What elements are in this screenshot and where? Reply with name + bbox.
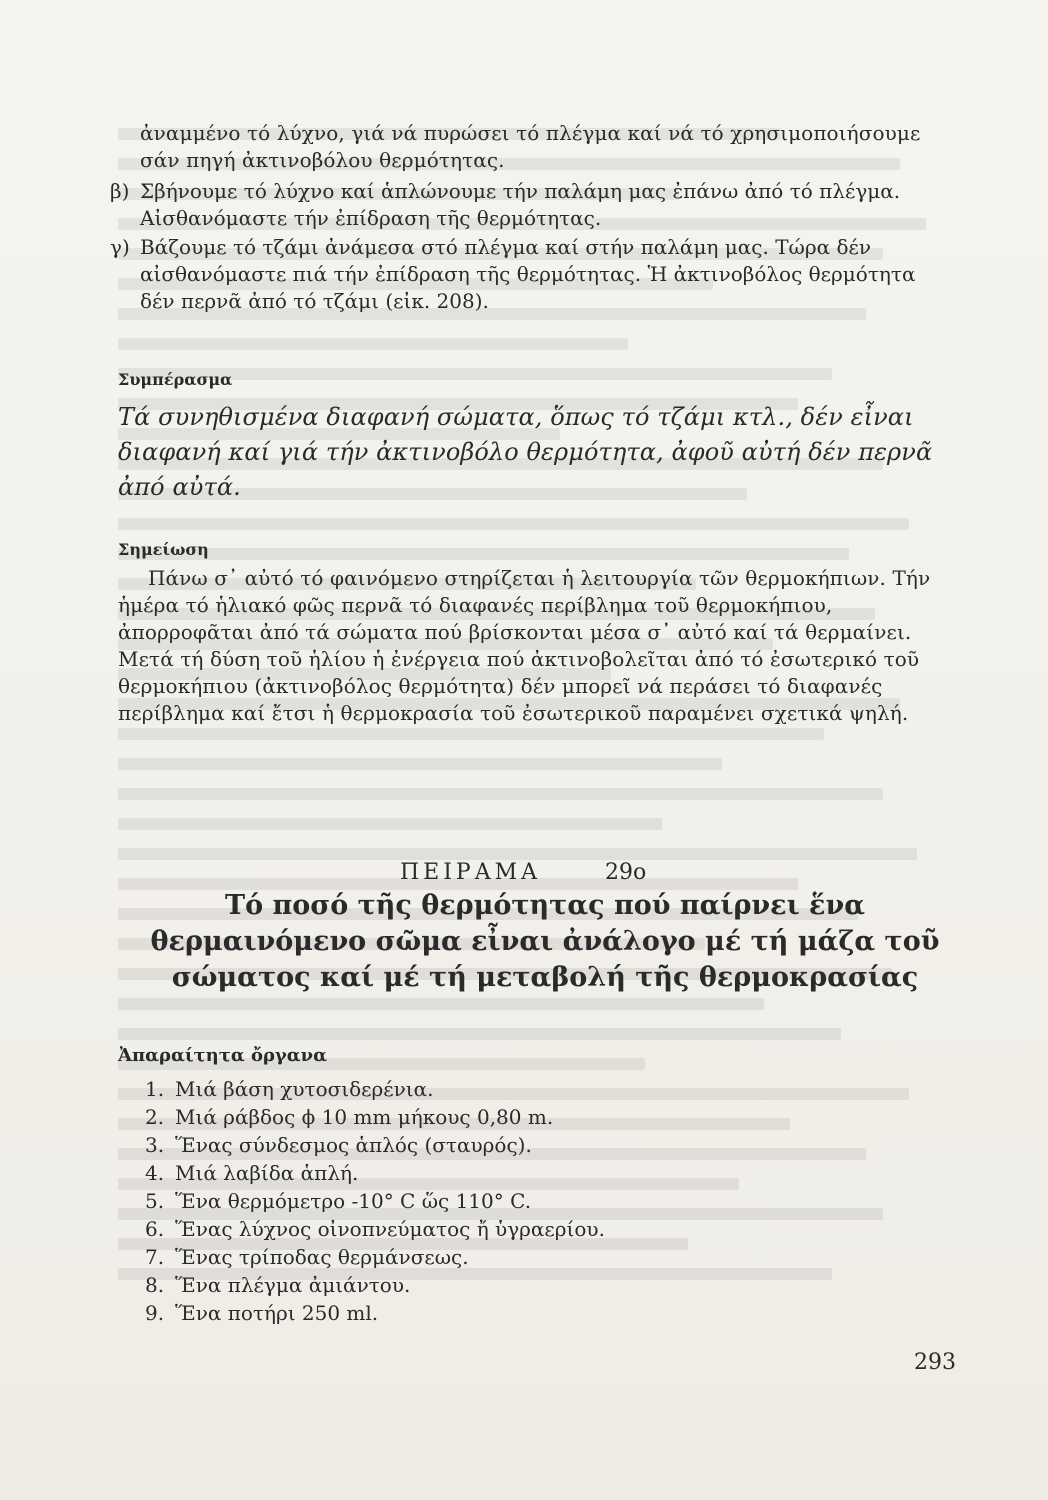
list-item-number: 3. (145, 1133, 165, 1157)
list-item-number: 1. (145, 1077, 165, 1101)
note-text: Πάνω σ᾽ αὐτό τό φαινόμενο στηρίζεται ἡ λειτουργία τῶν θερμοκήπιων. Τήν ἡμέρα τό ἡλιακό φῶς περνᾶ τό διαφανές περίβλημα τοῦ θερμοκήπιου, ἀπορροφᾶται ἀπό τά σώματα πού βρίσκονται μέσα σ᾽ αὐτό καί τά θερμαίνει. Μετά τή δύση τοῦ ἡλίου ἡ ἐνέργεια πού ἀκτινοβολεῖται ἀπό τό ἐσωτερικό τοῦ θερμοκήπιου (ἀκτινοβόλος θερμότητα) δέν μπορεῖ νά περάσει τό διαφανές περίβλημα καί ἔτσι ἡ θερμοκρασία τοῦ ἐσωτερικοῦ παραμένει σχετικά ψηλή. (118, 566, 931, 725)
list-item-text: Ἕνα ποτήρι 250 ml. (175, 1301, 379, 1325)
page-number: 293 (914, 1350, 956, 1375)
list-item-text: Ἕνα θερμόμετρο -10° C ὥς 110° C. (175, 1189, 532, 1213)
list-item (145, 1271, 965, 1299)
list-item (145, 1075, 965, 1103)
list-item-text: Ἕνας τρίποδας θερμάνσεως. (175, 1245, 469, 1269)
step-gamma-marker: γ) (110, 235, 130, 259)
equipment-heading: Ἀπαραίτητα ὄργανα (118, 1045, 328, 1066)
list-item-number: 7. (145, 1245, 165, 1269)
list-item (145, 1187, 965, 1215)
step-beta (110, 178, 940, 232)
step-gamma (110, 234, 940, 315)
list-item-number: 8. (145, 1273, 165, 1297)
list-item (145, 1215, 965, 1243)
list-item-number: 2. (145, 1105, 165, 1129)
note-heading: Σημείωση (118, 540, 209, 559)
list-item-text: Ἕνας λύχνος οἰνοπνεύματος ἤ ὑγραερίου. (175, 1217, 605, 1241)
step-beta-text: Σβήνουμε τό λύχνο καί ἁπλώνουμε τήν παλάμη μας ἐπάνω ἀπό τό πλέγμα. Αἰσθανόμαστε τήν ἐπίδραση τῆς θερμότητας. (140, 179, 901, 230)
list-item-number: 5. (145, 1189, 165, 1213)
list-item (145, 1131, 965, 1159)
list-item (145, 1159, 965, 1187)
step-beta-marker: β) (110, 179, 130, 203)
list-item-number: 9. (145, 1301, 165, 1325)
conclusion-heading: Συμπέρασμα (118, 370, 233, 389)
list-item-text: Μιά λαβίδα ἁπλή. (175, 1161, 359, 1185)
step-gamma-text: Βάζουμε τό τζάμι ἀνάμεσα στό πλέγμα καί στήν παλάμη μας. Τώρα δέν αἰσθανόμαστε πιά τήν ἐπίδραση τῆς θερμότητας. Ἡ ἀκτινοβόλος θερμότητα δέν περνᾶ ἀπό τό τζάμι (εἰκ. 208). (140, 235, 916, 313)
list-item (145, 1243, 965, 1271)
list-item-number: 4. (145, 1161, 165, 1185)
intro-continuation-text: ἀναμμένο τό λύχνο, γιά νά πυρώσει τό πλέγμα καί νά τό χρησιμοποιήσουμε σάν πηγή ἀκτινοβόλου θερμότητας. (140, 121, 921, 172)
experiment-number: 29ο (605, 860, 647, 885)
list-item-text: Μιά βάση χυτοσιδερένια. (175, 1077, 434, 1101)
list-item-text: Ἕνα πλέγμα ἀμιάντου. (175, 1273, 411, 1297)
list-item (145, 1299, 965, 1327)
list-item-number: 6. (145, 1217, 165, 1241)
experiment-title: Τό ποσό τῆς θερμότητας πού παίρνει ἕνα θερμαινόμενο σῶμα εἶναι ἀνάλογο μέ τή μάζα τοῦ σώματος καί μέ τή μεταβολή τῆς θερμοκρασίας (150, 890, 940, 993)
list-item-text: Ἕνας σύνδεσμος ἁπλός (σταυρός). (175, 1133, 532, 1157)
list-item (145, 1103, 965, 1131)
list-item-text: Μιά ράβδος ϕ 10 mm μήκους 0,80 m. (175, 1105, 554, 1129)
experiment-label: ΠΕΙΡΑΜΑ (400, 860, 542, 885)
equipment-list (145, 1075, 965, 1327)
conclusion-text: Τά συνηθισμένα διαφανή σώματα, ὅπως τό τζάμι κτλ., δέν εἶναι διαφανή καί γιά τήν ἀκτινοβόλο θερμότητα, ἀφοῦ αὐτή δέν περνᾶ ἀπό αὐτά. (118, 403, 933, 501)
